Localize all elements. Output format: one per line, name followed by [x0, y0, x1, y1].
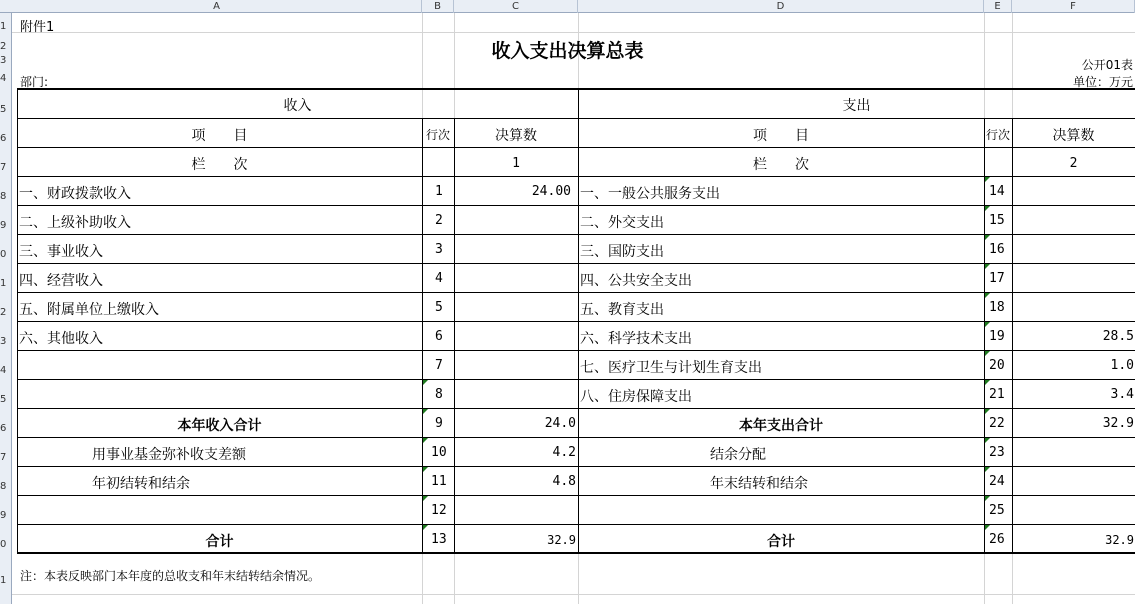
cell-indicator-icon[interactable]	[423, 380, 428, 385]
income-item-cell[interactable]: 一、财政拨款收入	[19, 186, 131, 202]
row-number[interactable]: 0	[0, 539, 7, 550]
table-border	[17, 147, 1135, 148]
expense-amount-header[interactable]: 决算数	[1052, 128, 1095, 144]
expense-amount-cell[interactable]: 1.0	[1110, 358, 1134, 373]
cell-indicator-icon[interactable]	[985, 438, 990, 443]
income-item-cell[interactable]: 六、其他收入	[19, 331, 103, 347]
income-row-cell[interactable]: 1	[435, 184, 443, 199]
income-lanci-number[interactable]: 1	[512, 156, 520, 171]
row-number[interactable]: 1	[0, 575, 7, 586]
expense-item-cell[interactable]: 结余分配	[710, 447, 766, 463]
income-amount-cell[interactable]: 32.9	[547, 533, 576, 547]
expense-amount-cell[interactable]: 32.9	[1105, 533, 1134, 547]
report-title[interactable]: 收入支出决算总表	[491, 40, 644, 62]
row-number[interactable]: 3	[0, 55, 7, 66]
expense-row-cell[interactable]: 18	[989, 300, 1005, 315]
row-number[interactable]: 7	[0, 162, 7, 173]
row-number[interactable]: 2	[0, 307, 7, 318]
row-number[interactable]: 1	[0, 278, 7, 289]
expense-lanci-label[interactable]: 栏 次	[753, 157, 809, 173]
table-border	[422, 118, 423, 554]
income-amount-cell[interactable]: 4.8	[552, 474, 576, 489]
expense-item-cell[interactable]: 三、国防支出	[580, 244, 664, 260]
row-number[interactable]: 0	[0, 249, 7, 260]
table-border	[984, 118, 985, 554]
expense-item-cell[interactable]: 一、一般公共服务支出	[580, 186, 720, 202]
expense-item-cell[interactable]: 六、科学技术支出	[580, 331, 692, 347]
cell-indicator-icon[interactable]	[985, 409, 990, 414]
expense-row-cell[interactable]: 24	[989, 474, 1005, 489]
department-label[interactable]: 部门:	[20, 75, 49, 89]
expense-row-cell[interactable]: 16	[989, 242, 1005, 257]
income-row-cell[interactable]: 8	[435, 387, 443, 402]
income-amount-header[interactable]: 决算数	[495, 128, 537, 144]
income-row-cell[interactable]: 4	[435, 271, 443, 286]
income-amount-cell[interactable]: 24.00	[531, 184, 571, 199]
row-number[interactable]: 1	[0, 21, 7, 32]
cell-indicator-icon[interactable]	[423, 409, 428, 414]
column-header-d[interactable]: D	[578, 0, 984, 13]
column-header-a[interactable]: A	[12, 0, 422, 13]
expense-item-header[interactable]: 项 目	[753, 128, 809, 144]
row-number[interactable]: 7	[0, 452, 7, 463]
cell-indicator-icon[interactable]	[423, 496, 428, 501]
table-border	[1012, 118, 1013, 554]
row-number[interactable]: 6	[0, 423, 7, 434]
expense-row-header[interactable]: 行次	[985, 128, 1010, 142]
income-row-cell[interactable]: 10	[431, 445, 447, 460]
gridline	[12, 594, 1135, 595]
expense-row-cell[interactable]: 26	[989, 532, 1005, 547]
row-number[interactable]: 2	[0, 41, 7, 52]
income-lanci-label[interactable]: 栏 次	[191, 157, 248, 173]
footnote[interactable]: 注：本表反映部门本年度的总收支和年末结转结余情况。	[20, 569, 321, 583]
income-item-cell[interactable]: 用事业基金弥补收支差额	[92, 447, 246, 463]
expense-item-cell[interactable]: 年末结转和结余	[710, 476, 808, 492]
expense-row-cell[interactable]: 20	[989, 358, 1005, 373]
row-number[interactable]: 9	[0, 220, 7, 231]
table-border	[17, 524, 1135, 525]
expense-lanci-number[interactable]: 2	[1069, 156, 1078, 171]
table-border	[17, 292, 1135, 293]
attachment-label[interactable]: 附件1	[20, 20, 55, 35]
table-border	[17, 408, 1135, 409]
table-border	[17, 350, 1135, 351]
cell-indicator-icon[interactable]	[985, 467, 990, 472]
income-row-cell[interactable]: 6	[435, 329, 443, 344]
income-row-cell[interactable]: 12	[431, 503, 447, 518]
column-header-f[interactable]: F	[1012, 0, 1135, 13]
section-income[interactable]: 收入	[283, 98, 312, 114]
income-amount-cell[interactable]: 4.2	[552, 445, 576, 460]
column-header-e[interactable]: E	[984, 0, 1012, 13]
expense-item-cell[interactable]: 二、外交支出	[580, 215, 664, 231]
income-row-cell[interactable]: 9	[435, 416, 443, 431]
income-total-label[interactable]: 本年收入合计	[177, 418, 262, 434]
table-border	[17, 234, 1135, 235]
expense-row-cell[interactable]: 23	[989, 445, 1005, 460]
expense-amount-cell[interactable]: 28.5	[1102, 329, 1134, 344]
unit-label[interactable]: 单位：万元	[1072, 75, 1133, 89]
cell-indicator-icon[interactable]	[423, 467, 428, 472]
expense-amount-cell[interactable]: 3.4	[1110, 387, 1134, 402]
expense-row-cell[interactable]: 21	[989, 387, 1005, 402]
cell-indicator-icon[interactable]	[423, 525, 428, 530]
income-item-header[interactable]: 项 目	[191, 128, 248, 144]
income-row-cell[interactable]: 3	[435, 242, 443, 257]
expense-row-cell[interactable]: 25	[989, 503, 1005, 518]
expense-item-cell[interactable]: 五、教育支出	[580, 302, 664, 318]
table-border	[17, 437, 1135, 438]
table-border	[17, 321, 1135, 322]
table-border	[17, 552, 1135, 554]
expense-row-cell[interactable]: 14	[989, 184, 1005, 199]
income-row-cell[interactable]: 5	[435, 300, 443, 315]
income-item-cell[interactable]: 二、上级补助收入	[19, 215, 131, 231]
section-expense[interactable]: 支出	[842, 98, 871, 114]
row-number[interactable]: 4	[0, 365, 7, 376]
table-border	[17, 263, 1135, 264]
cell-indicator-icon[interactable]	[985, 235, 990, 240]
table-border	[17, 495, 1135, 496]
form-code[interactable]: 公开01表	[1081, 58, 1133, 72]
table-border	[17, 88, 1135, 90]
cell-indicator-icon[interactable]	[985, 206, 990, 211]
income-item-cell[interactable]: 三、事业收入	[19, 244, 103, 260]
expense-total-label[interactable]: 本年支出合计	[739, 418, 823, 434]
income-item-cell[interactable]: 年初结转和结余	[92, 476, 190, 492]
table-border	[17, 176, 1135, 177]
table-border	[454, 118, 455, 554]
cell-indicator-icon[interactable]	[985, 293, 990, 298]
income-row-cell[interactable]: 13	[431, 532, 447, 547]
income-row-cell[interactable]: 11	[431, 474, 447, 489]
expense-amount-cell[interactable]: 32.9	[1102, 416, 1134, 431]
column-header-b[interactable]: B	[422, 0, 454, 13]
row-number[interactable]: 6	[0, 133, 7, 144]
expense-row-cell[interactable]: 15	[989, 213, 1005, 228]
table-border	[17, 118, 1135, 119]
expense-item-cell[interactable]: 八、住房保障支出	[580, 389, 692, 405]
cell-indicator-icon[interactable]	[423, 438, 428, 443]
expense-item-cell[interactable]: 四、公共安全支出	[580, 273, 692, 289]
row-number[interactable]: 8	[0, 191, 7, 202]
row-number[interactable]: 4	[0, 73, 7, 84]
cell-indicator-icon[interactable]	[985, 380, 990, 385]
income-item-cell[interactable]: 四、经营收入	[19, 273, 103, 289]
income-amount-cell[interactable]: 24.0	[544, 416, 576, 431]
expense-item-cell[interactable]: 七、医疗卫生与计划生育支出	[580, 360, 762, 376]
cell-indicator-icon[interactable]	[985, 264, 990, 269]
table-border	[17, 466, 1135, 467]
income-grand-total-label[interactable]: 合计	[205, 534, 234, 550]
column-header-bar	[0, 0, 1135, 13]
row-number[interactable]: 5	[0, 104, 7, 115]
expense-row-cell[interactable]: 19	[989, 329, 1005, 344]
row-header-strip	[0, 13, 12, 604]
row-number[interactable]: 8	[0, 481, 7, 492]
table-border	[17, 379, 1135, 380]
income-row-cell[interactable]: 2	[435, 213, 443, 228]
row-number[interactable]: 5	[0, 394, 7, 405]
cell-indicator-icon[interactable]	[985, 525, 990, 530]
cell-indicator-icon[interactable]	[985, 351, 990, 356]
income-row-header[interactable]: 行次	[425, 128, 450, 142]
row-number[interactable]: 3	[0, 336, 7, 347]
expense-row-cell[interactable]: 17	[989, 271, 1005, 286]
income-item-cell[interactable]: 五、附属单位上缴收入	[19, 302, 159, 318]
expense-row-cell[interactable]: 22	[989, 416, 1005, 431]
cell-indicator-icon[interactable]	[985, 177, 990, 182]
cell-indicator-icon[interactable]	[985, 496, 990, 501]
income-row-cell[interactable]: 7	[435, 358, 443, 373]
cell-indicator-icon[interactable]	[985, 322, 990, 327]
row-number[interactable]: 9	[0, 510, 7, 521]
table-border	[17, 205, 1135, 206]
expense-grand-total-label[interactable]: 合计	[767, 534, 795, 550]
column-header-c[interactable]: C	[454, 0, 578, 13]
gridline	[12, 32, 1135, 33]
